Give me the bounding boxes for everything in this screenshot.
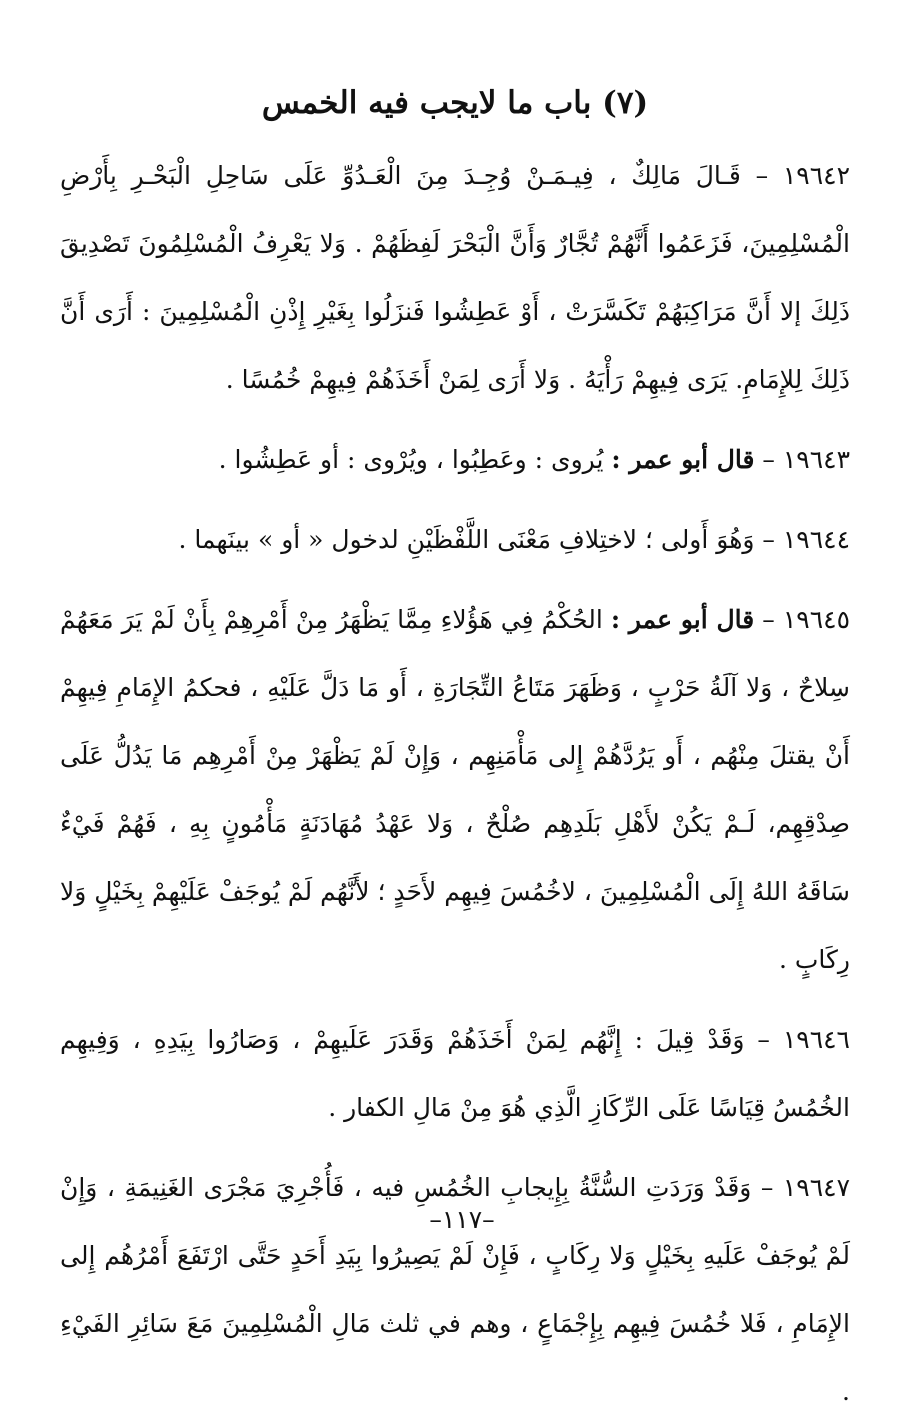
paragraph-text: الحُكْمُ فِي هَؤُلاءِ مِمَّا يَظْهَرُ مِنْ أَمْرِهِمْ بِأَنْ لَمْ يَرَ مَعَهُمْ سِلاحٌ ، وَلا آلَةُ حَرْبٍ ، وَظَهَرَ مَتَاعُ التِّجَارَةِ ، أَو مَا دَلَّ عَلَيْهِ ، فحكمُ الإِمَامِ فِيهِمْ أَنْ يقتلَ مِنْهُم ، أَو يَرُدَّهُمْ إِلى مَأْمَنِهِم ، وَإِنْ لَمْ يَظْهَرْ مِنْ أَمْرِهِم مَا يَدُلُّ عَلَى صِدْقِهِم، لَـمْ يَكُنْ لأَهْلِ بَلَدِهِم صُلْحٌ ، وَلا عَهْدُ مُهَادَنَةٍ مَأْمُونٍ بِهِ ، فَهُمْ فَيْءٌ سَاقَهُ اللهُ إِلَى الْمُسْلِمِينَ ، لاخُمُسَ فِيهِم لأَحَدٍ ؛ لأَنَّهُم لَمْ يُوجَفْ عَلَيْهِمْ بِخَيْلٍ وَلا رِكَابٍ .: [60, 605, 850, 974]
paragraph-number: ١٩٦٤٢ –: [755, 161, 850, 190]
paragraph-19643: [60, 426, 850, 494]
paragraph-text: قَـالَ مَالِكٌ ، فِيـمَـنْ وُجِـدَ مِنَ الْعَـدُوِّ عَلَى سَاحِلِ الْبَحْـرِ بِأَرْضِ الْمُسْلِمِينَ، فَزَعَمُوا أَنَّهُمْ تُجَّارٌ وَأَنَّ الْبَحْرَ لَفِظَهُمْ . وَلا يَعْرِفُ الْمُسْلِمُونَ تَصْدِيقَ ذَلِكَ إلا أَنَّ مَرَاكِبَهُمْ تَكَسَّرَتْ ، أَوْ عَطِشُوا فَنزَلُوا بِغَيْرِ إِذْنِ الْمُسْلِمِينَ : أَرَى أَنَّ ذَلِكَ لِلإِمَامِ. يَرَى فِيهِمْ رَأْيَهُ . وَلا أَرَى لِمَنْ أَخَذَهُمْ فِيهِمْ خُمُسًا .: [60, 161, 850, 394]
paragraph-number: ١٩٦٤٤ –: [762, 525, 850, 554]
paragraph-19647: [60, 1154, 850, 1426]
page-number: –١١٧–: [429, 1205, 495, 1234]
paragraph-number: ١٩٦٤٣ –: [762, 445, 850, 474]
chapter-title: (٧) باب ما لايجب فيه الخمس: [261, 85, 649, 121]
paragraph-text: وَهُوَ أَولى ؛ لاختِلافِ مَعْنَى اللَّفْظَيْنِ لدخول « أو » بينَهما .: [178, 525, 755, 554]
paragraph-lead: قال أبو عمر :: [611, 445, 755, 474]
document-page: [60, 70, 850, 1406]
paragraph-text: وَقَدْ قِيلَ : إِنَّهُم لِمَنْ أَخَذَهُمْ وَقَدَرَ عَلَيهِمْ ، وَصَارُوا بِيَدِهِ ، وَفِيهِم الخُمُسُ قِيَاسًا عَلَى الرِّكَازِ الَّذِي هُوَ مِنْ مَالِ الكفار .: [60, 1025, 850, 1122]
paragraph-number: ١٩٦٤٦ –: [757, 1025, 850, 1054]
paragraph-number: ١٩٦٤٥ –: [762, 605, 850, 634]
paragraph-text: يُروى : وعَطِبُوا ، ويُرْوى : أو عَطِشُوا .: [218, 445, 604, 474]
paragraph-19642: [60, 142, 850, 414]
paragraph-number: ١٩٦٤٧ –: [760, 1173, 850, 1202]
paragraph-text: وَقَدْ وَرَدَتِ السُّنَّةُ بِإِيجابِ الخُمُسِ فيه ، فَأُجْرِيَ مَجْرَى الغَنِيمَةِ ، وَإِنْ لَمْ يُوجَفْ عَلَيهِ بِخَيْلٍ وَلا رِكَابٍ ، فَإِنْ لَمْ يَصِيرُوا بِيَدِ أَحَدٍ حَتَّى ارْتَفَعَ أَمْرُهُم إِلى الإِمَامِ ، فَلا خُمُسَ فِيهِم بِإِجْمَاعٍ ، وهم في ثلث مَالِ الْمُسْلِمِينَ مَعَ سَائِرِ الفَيْءِ .: [60, 1173, 850, 1406]
paragraph-19646: [60, 1006, 850, 1142]
paragraph-lead: قال أبو عمر :: [610, 605, 755, 634]
paragraph-19644: [60, 506, 850, 574]
paragraph-19645: [60, 586, 850, 994]
